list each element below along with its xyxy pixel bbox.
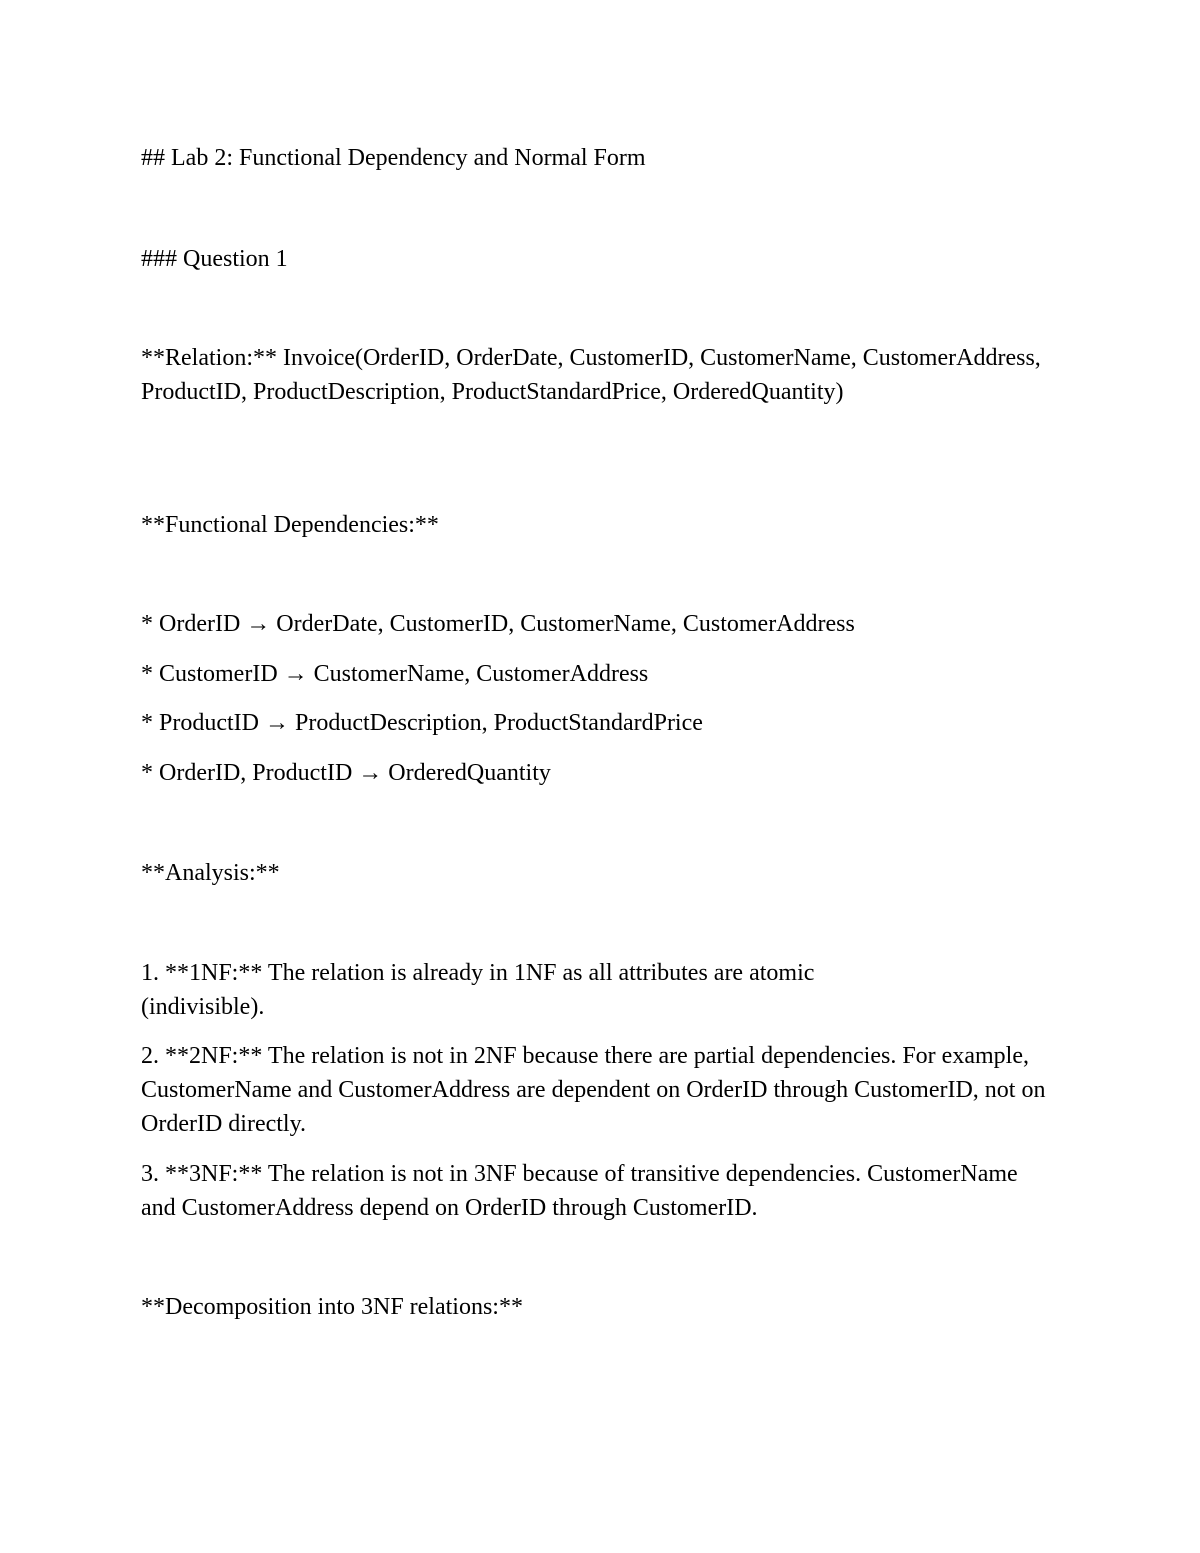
fd-item: * CustomerID → CustomerName, CustomerAddress [141, 661, 649, 687]
analysis-item-1nf: 1. **1NF:** The relation is already in 1NF as all attributes are atomic (indivisible). [141, 960, 815, 1020]
page-title: ## Lab 2: Functional Dependency and Normal Form [141, 145, 646, 171]
fd-item: * OrderID, ProductID → OrderedQuantity [141, 760, 551, 786]
fd-heading: **Functional Dependencies:** [141, 512, 439, 538]
relation-paragraph: **Relation:** Invoice(OrderID, OrderDate, CustomerID, CustomerName, CustomerAddress, ProductID, ProductDescription, ProductStandardPrice, OrderedQuantity) [141, 345, 1041, 405]
analysis-item-2nf: 2. **2NF:** The relation is not in 2NF because there are partial dependencies. For example, CustomerName and CustomerAddress are dependent on OrderID through CustomerID, not on OrderID directly. [141, 1043, 1046, 1137]
analysis-item-3nf: 3. **3NF:** The relation is not in 3NF because of transitive dependencies. CustomerName and CustomerAddress depend on OrderID through CustomerID. [141, 1161, 1018, 1221]
decomposition-heading: **Decomposition into 3NF relations:** [141, 1294, 523, 1320]
fd-item: * ProductID → ProductDescription, ProductStandardPrice [141, 710, 703, 736]
analysis-heading: **Analysis:** [141, 860, 280, 886]
question-heading: ### Question 1 [141, 246, 288, 272]
fd-item: * OrderID → OrderDate, CustomerID, CustomerName, CustomerAddress [141, 611, 855, 637]
